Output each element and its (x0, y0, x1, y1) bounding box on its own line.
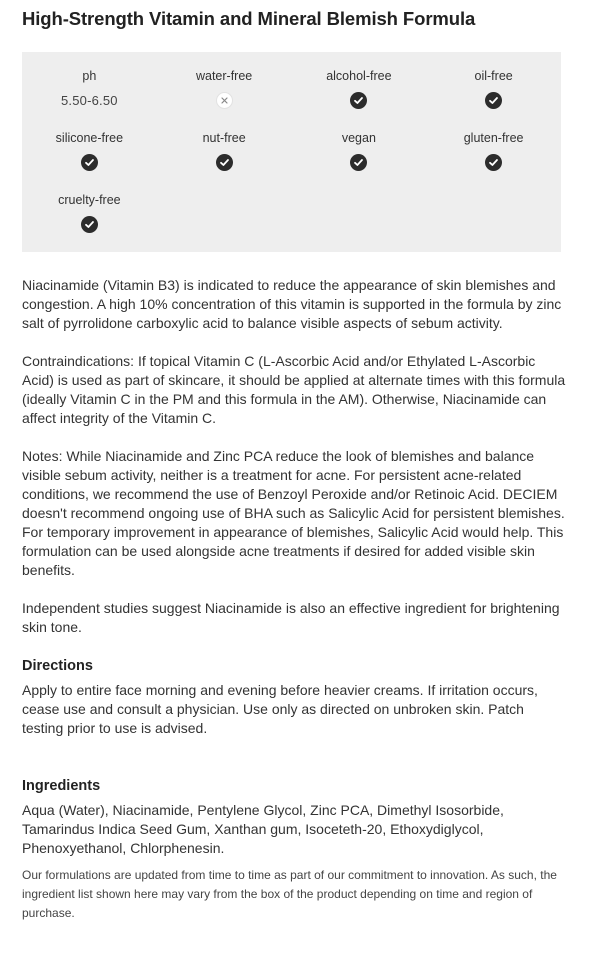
attribute-oil-free (426, 68, 561, 119)
attribute-label: alcohol-free (326, 69, 392, 83)
check-icon (292, 153, 427, 171)
ingredients-text: Aqua (Water), Niacinamide, Pentylene Glycol, Zinc PCA, Dimethyl Isosorbide, Tamarindus Indica Seed Gum, Xanthan gum, Isoceteth-20, Ethoxydiglycol, Phenoxyethanol, Chlorphenesin. (22, 802, 504, 856)
attribute-ph (22, 68, 157, 119)
check-icon (292, 91, 427, 109)
check-icon (485, 154, 502, 171)
notes-paragraph: Notes: While Niacinamide and Zinc PCA reduce the look of blemishes and balance visible sebum activity, neither is a treatment for acne. For persistent acne-related conditions, we recommend the use of Benzoyl Peroxide and/or Retinoic Acid. DECIEM doesn't recommend ongoing use of BHA such as Salicylic Acid for persistent blemishes. For temporary improvement in appearance of blemishes, Salicylic Acid would help. This formulation can be used alongside acne treatments if desired for added visible skin benefits. (22, 448, 565, 578)
attribute-value (22, 91, 157, 109)
check-icon (22, 153, 157, 171)
attribute-label: cruelty-free (58, 193, 121, 207)
check-icon (22, 215, 157, 233)
formulation-note: Our formulations are updated from time to time as part of our commitment to innovation. As such, the ingredient list shown here may vary from the box of the product depending on time and region of purchase. (22, 868, 557, 920)
attribute-cruelty-free (22, 192, 157, 243)
description-paragraph: Niacinamide (Vitamin B3) is indicated to reduce the appearance of skin blemishes and congestion. A high 10% concentration of this vitamin is supported in the formula by zinc salt of pyrrolidone carboxylic acid to balance visible aspects of sebum activity. (22, 277, 562, 331)
attribute-vegan (292, 130, 427, 181)
attributes-grid (22, 68, 561, 243)
attribute-water-free (157, 68, 292, 119)
close-icon (157, 91, 292, 109)
attribute-label: water-free (195, 69, 253, 83)
directions-heading: Directions (22, 658, 93, 674)
page-title: High-Strength Vitamin and Mineral Blemish Formula (22, 8, 476, 29)
attributes-panel (22, 52, 561, 252)
attribute-label: silicone-free (55, 131, 124, 145)
check-icon (81, 216, 98, 233)
check-icon (216, 154, 233, 171)
check-icon (426, 91, 561, 109)
check-icon (81, 154, 98, 171)
check-icon (350, 92, 367, 109)
contraindications-paragraph: Contraindications: If topical Vitamin C (L-Ascorbic Acid and/or Ethylated L-Ascorbic Acid) is used as part of skincare, it should be applied at alternate times with this formula (ideally Vitamin C in the PM and this formula in the AM). Otherwise, Niacinamide can affect integrity of the Vitamin C. (22, 353, 566, 426)
attribute-nut-free (157, 130, 292, 181)
brightening-paragraph: Independent studies suggest Niacinamide is also an effective ingredient for brightening skin tone. (22, 600, 560, 635)
attribute-label: vegan (341, 131, 376, 145)
attribute-alcohol-free (292, 68, 427, 119)
attribute-label: nut-free (202, 131, 246, 145)
directions-text: Apply to entire face morning and evening before heavier creams. If irritation occurs, cease use and consult a physician. Use only as directed on unbroken skin. Patch testing prior to use is advised. (22, 682, 538, 736)
attribute-silicone-free (22, 130, 157, 181)
check-icon (485, 92, 502, 109)
close-icon (216, 92, 233, 109)
attribute-label: gluten-free (463, 131, 524, 145)
check-icon (426, 153, 561, 171)
ingredients-heading: Ingredients (22, 778, 101, 794)
attribute-gluten-free (426, 130, 561, 181)
attribute-label: ph (82, 69, 97, 83)
check-icon (350, 154, 367, 171)
attribute-label: oil-free (474, 69, 513, 83)
check-icon (157, 153, 292, 171)
ph-value: 5.50-6.50 (61, 92, 118, 108)
